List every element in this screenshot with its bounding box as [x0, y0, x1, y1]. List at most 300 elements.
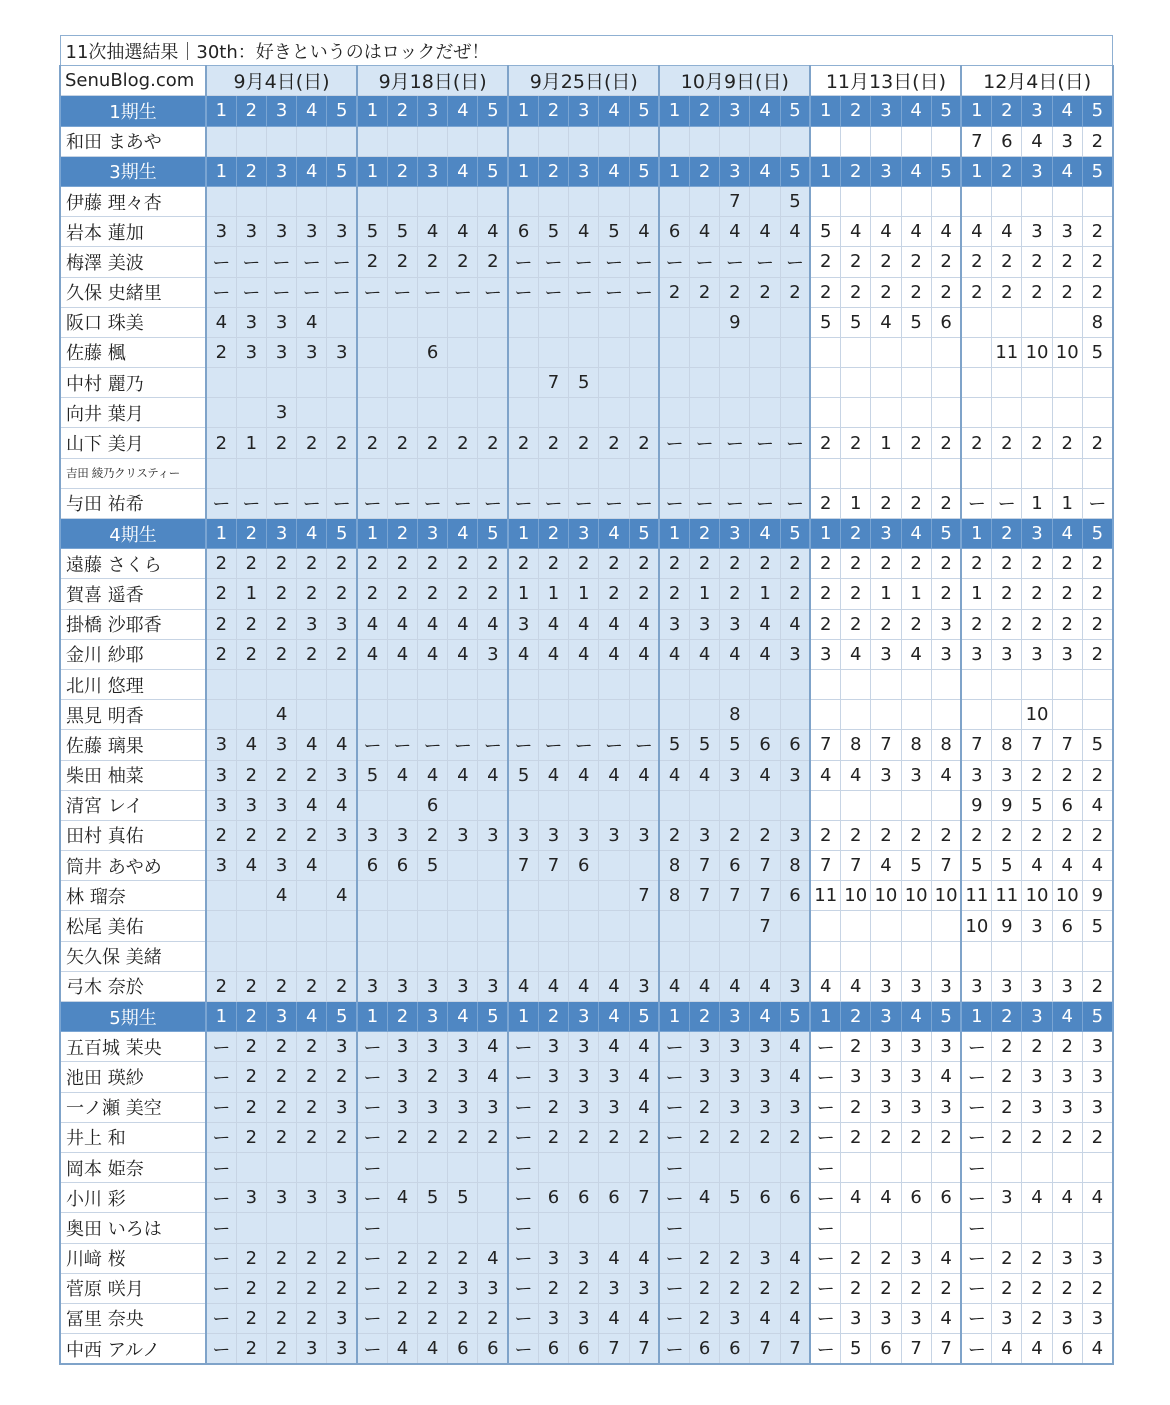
result-cell [690, 669, 720, 699]
member-row [60, 1213, 1113, 1243]
result-cell: 3 [236, 1183, 266, 1213]
result-cell: 3 [901, 1303, 931, 1333]
result-cell: 2 [629, 579, 659, 609]
member-name: 阪口 珠美 [60, 307, 206, 337]
result-cell: 6 [599, 1183, 629, 1213]
result-cell: 9 [720, 307, 750, 337]
slot-number: 3 [720, 519, 750, 549]
result-cell: 2 [266, 971, 296, 1001]
result-cell: 3 [1052, 1062, 1082, 1092]
slot-number: 4 [599, 156, 629, 186]
slot-number: 3 [266, 519, 296, 549]
result-cell: 2 [841, 247, 871, 277]
table-title: 11次抽選結果｜30th：好きというのはロックだぜ！ [60, 36, 1113, 66]
result-cell: 2 [1022, 1122, 1052, 1152]
result-cell: 2 [931, 820, 961, 850]
result-cell: 3 [629, 971, 659, 1001]
result-cell: 3 [780, 1092, 810, 1122]
slot-number: 2 [690, 1002, 720, 1032]
result-cell: 7 [871, 730, 901, 760]
result-cell: 4 [629, 760, 659, 790]
result-cell [418, 307, 448, 337]
result-cell [750, 126, 780, 156]
result-cell [599, 941, 629, 971]
result-cell: 2 [327, 971, 357, 1001]
slot-number: 1 [508, 519, 538, 549]
result-cell: 6 [659, 217, 689, 247]
result-cell: 3 [901, 1092, 931, 1122]
member-row [60, 368, 1113, 398]
result-cell: 2 [1052, 277, 1082, 307]
result-cell: ー [206, 1092, 236, 1122]
result-cell: 2 [992, 1092, 1022, 1122]
result-cell: 6 [720, 851, 750, 881]
result-cell: 3 [266, 217, 296, 247]
result-cell [841, 669, 871, 699]
result-cell: ー [478, 488, 508, 518]
result-cell: 4 [780, 217, 810, 247]
slot-number: 5 [327, 1002, 357, 1032]
slot-number: 5 [629, 156, 659, 186]
result-cell: 4 [871, 851, 901, 881]
result-cell: 2 [236, 549, 266, 579]
result-cell [841, 700, 871, 730]
result-cell: 4 [841, 760, 871, 790]
result-cell [357, 126, 387, 156]
slot-number: 4 [1052, 1002, 1082, 1032]
result-cell [206, 911, 236, 941]
result-cell [327, 186, 357, 216]
slot-number: 3 [871, 1002, 901, 1032]
result-cell [206, 941, 236, 971]
result-cell: 3 [266, 851, 296, 881]
result-cell: 2 [1022, 1243, 1052, 1273]
result-cell [1052, 1152, 1082, 1182]
result-cell [569, 669, 599, 699]
result-cell: 3 [569, 1303, 599, 1333]
member-row [60, 247, 1113, 277]
result-cell: ー [599, 277, 629, 307]
result-cell [780, 941, 810, 971]
result-cell [1082, 398, 1113, 428]
slot-number: 5 [931, 156, 961, 186]
result-cell [297, 398, 327, 428]
member-row [60, 669, 1113, 699]
result-cell [961, 368, 991, 398]
result-cell [236, 186, 266, 216]
result-cell [206, 186, 236, 216]
result-cell: 3 [720, 1092, 750, 1122]
slot-number: 1 [508, 156, 538, 186]
result-cell: 4 [992, 1334, 1022, 1365]
result-cell: ー [569, 730, 599, 760]
result-cell: 3 [538, 1032, 568, 1062]
result-cell: 6 [569, 851, 599, 881]
result-cell: 3 [387, 1032, 417, 1062]
result-cell [418, 186, 448, 216]
result-cell: 3 [569, 820, 599, 850]
result-cell: 5 [357, 760, 387, 790]
slot-number: 4 [448, 1002, 478, 1032]
result-cell [327, 851, 357, 881]
section-label: 4期生 [60, 519, 206, 549]
result-cell: 3 [448, 1273, 478, 1303]
result-cell: 4 [901, 217, 931, 247]
result-cell: ー [659, 1303, 689, 1333]
result-cell: 4 [478, 1062, 508, 1092]
slot-number: 4 [1052, 519, 1082, 549]
result-cell [901, 126, 931, 156]
result-cell: 2 [841, 549, 871, 579]
result-cell [750, 941, 780, 971]
result-cell: 3 [206, 730, 236, 760]
result-cell: 3 [1082, 1062, 1113, 1092]
result-cell [478, 307, 508, 337]
member-name: 中西 アルノ [60, 1334, 206, 1365]
slot-number: 1 [357, 96, 387, 126]
result-cell [690, 1213, 720, 1243]
result-cell: 2 [206, 579, 236, 609]
result-cell: 5 [841, 307, 871, 337]
result-cell [297, 186, 327, 216]
result-cell: 3 [901, 1062, 931, 1092]
result-cell [206, 368, 236, 398]
result-cell: ー [206, 1273, 236, 1303]
result-cell [599, 186, 629, 216]
result-cell [871, 1152, 901, 1182]
result-cell [387, 881, 417, 911]
slot-number: 4 [901, 1002, 931, 1032]
result-cell: ー [810, 1243, 840, 1273]
result-cell: ー [720, 488, 750, 518]
result-cell: 10 [1022, 337, 1052, 367]
result-cell [236, 126, 266, 156]
result-cell: 2 [871, 1243, 901, 1273]
result-cell: 6 [387, 851, 417, 881]
slot-number: 2 [236, 96, 266, 126]
result-cell: 3 [236, 337, 266, 367]
result-cell [508, 941, 538, 971]
result-cell [871, 186, 901, 216]
slot-number: 5 [1082, 156, 1113, 186]
result-cell [750, 1213, 780, 1243]
slot-number: 5 [629, 519, 659, 549]
result-cell [418, 669, 448, 699]
result-cell: 2 [961, 820, 991, 850]
result-cell: 2 [357, 247, 387, 277]
result-cell [448, 337, 478, 367]
result-cell: 10 [1022, 700, 1052, 730]
result-cell: 3 [569, 1092, 599, 1122]
result-cell: 2 [266, 1334, 296, 1365]
result-cell: 8 [780, 851, 810, 881]
member-name: 黒見 明香 [60, 700, 206, 730]
result-cell: 6 [780, 1183, 810, 1213]
result-cell [236, 398, 266, 428]
result-cell [478, 790, 508, 820]
result-cell: ー [508, 1032, 538, 1062]
result-cell [538, 186, 568, 216]
slot-number: 5 [931, 96, 961, 126]
slot-number: 2 [841, 96, 871, 126]
result-cell [266, 368, 296, 398]
result-cell [629, 458, 659, 488]
result-cell [720, 1213, 750, 1243]
result-cell [357, 700, 387, 730]
result-cell: 3 [931, 971, 961, 1001]
result-cell: 6 [1052, 1334, 1082, 1365]
result-cell: 2 [478, 1303, 508, 1333]
result-cell [659, 307, 689, 337]
slot-number: 3 [569, 519, 599, 549]
result-cell: ー [297, 277, 327, 307]
result-cell: 7 [1022, 730, 1052, 760]
slot-number: 2 [387, 1002, 417, 1032]
result-cell [1082, 458, 1113, 488]
result-cell: 3 [1022, 1062, 1052, 1092]
result-cell: ー [780, 428, 810, 458]
slot-number: 5 [327, 156, 357, 186]
result-cell: 4 [538, 971, 568, 1001]
result-cell: 4 [1022, 1334, 1052, 1365]
result-cell [1082, 700, 1113, 730]
result-cell: ー [236, 488, 266, 518]
result-cell: 2 [1052, 609, 1082, 639]
result-cell: 2 [478, 247, 508, 277]
result-cell: 7 [508, 851, 538, 881]
result-cell [508, 700, 538, 730]
result-cell: 4 [327, 881, 357, 911]
result-cell: 2 [931, 579, 961, 609]
result-cell: 4 [599, 971, 629, 1001]
result-cell: 7 [931, 851, 961, 881]
result-cell: 4 [387, 639, 417, 669]
member-row [60, 941, 1113, 971]
result-cell: 6 [901, 1183, 931, 1213]
result-cell: 2 [236, 760, 266, 790]
result-cell [418, 700, 448, 730]
result-cell [931, 911, 961, 941]
result-cell: 4 [508, 971, 538, 1001]
result-cell: 2 [418, 579, 448, 609]
result-cell: 2 [1052, 579, 1082, 609]
result-cell: 4 [387, 1334, 417, 1365]
result-cell [931, 941, 961, 971]
result-cell: 11 [992, 881, 1022, 911]
result-cell: 6 [690, 1334, 720, 1365]
slot-number: 2 [538, 519, 568, 549]
result-cell [206, 126, 236, 156]
result-cell: 4 [327, 730, 357, 760]
member-name: 井上 和 [60, 1122, 206, 1152]
result-cell [538, 790, 568, 820]
result-cell: 4 [357, 609, 387, 639]
result-cell: 3 [418, 1092, 448, 1122]
result-cell [387, 790, 417, 820]
result-cell [1082, 1152, 1113, 1182]
result-cell: ー [206, 247, 236, 277]
result-cell: ー [508, 247, 538, 277]
result-cell: 4 [629, 639, 659, 669]
result-cell [659, 186, 689, 216]
result-cell: 3 [387, 1092, 417, 1122]
result-cell: 2 [810, 247, 840, 277]
result-cell: ー [810, 1213, 840, 1243]
result-cell [931, 669, 961, 699]
result-cell [327, 398, 357, 428]
result-cell: 3 [871, 760, 901, 790]
result-cell: 2 [810, 549, 840, 579]
result-cell: 4 [418, 639, 448, 669]
result-cell: ー [206, 1122, 236, 1152]
result-cell: ー [357, 277, 387, 307]
result-cell: ー [599, 488, 629, 518]
slot-number: 3 [871, 519, 901, 549]
result-cell: 2 [841, 579, 871, 609]
result-cell: 10 [841, 881, 871, 911]
result-cell: 2 [810, 488, 840, 518]
result-cell: 4 [720, 639, 750, 669]
member-row [60, 217, 1113, 247]
result-cell [992, 458, 1022, 488]
member-name: 筒井 あやめ [60, 851, 206, 881]
result-cell: 4 [1082, 1183, 1113, 1213]
result-cell: 3 [659, 609, 689, 639]
result-cell [810, 941, 840, 971]
result-cell: 9 [1082, 881, 1113, 911]
result-cell [992, 669, 1022, 699]
result-cell: 2 [236, 1092, 266, 1122]
member-name: 田村 真佑 [60, 820, 206, 850]
result-cell: 2 [1082, 277, 1113, 307]
result-cell [599, 700, 629, 730]
result-cell: 2 [1052, 760, 1082, 790]
result-cell: 6 [992, 126, 1022, 156]
result-cell: 2 [1082, 428, 1113, 458]
result-cell [357, 186, 387, 216]
result-cell [871, 941, 901, 971]
result-cell: ー [448, 730, 478, 760]
slot-number: 5 [629, 96, 659, 126]
result-cell [901, 1152, 931, 1182]
result-cell: 2 [1022, 820, 1052, 850]
result-cell: 3 [780, 820, 810, 850]
result-cell [810, 126, 840, 156]
result-cell: ー [327, 488, 357, 518]
result-cell [690, 941, 720, 971]
result-cell: 2 [961, 549, 991, 579]
result-cell: 2 [690, 277, 720, 307]
result-cell: 3 [750, 1243, 780, 1273]
result-cell [871, 1213, 901, 1243]
result-cell: 6 [780, 730, 810, 760]
result-cell: 6 [508, 217, 538, 247]
date-header: 12月4日(日) [961, 66, 1112, 96]
result-cell: 3 [1082, 1303, 1113, 1333]
result-cell: ー [448, 277, 478, 307]
result-cell: 3 [448, 1062, 478, 1092]
member-name: 小川 彩 [60, 1183, 206, 1213]
result-cell [448, 790, 478, 820]
result-cell: 2 [236, 1122, 266, 1152]
result-cell: 3 [599, 1273, 629, 1303]
member-name: 久保 史緒里 [60, 277, 206, 307]
result-cell [992, 941, 1022, 971]
result-cell: ー [659, 1334, 689, 1365]
result-cell [720, 337, 750, 367]
member-row [60, 186, 1113, 216]
result-cell [780, 700, 810, 730]
result-cell [266, 669, 296, 699]
result-cell: 2 [387, 1303, 417, 1333]
result-cell: 2 [327, 549, 357, 579]
result-cell: 3 [266, 337, 296, 367]
member-name: 賀喜 遥香 [60, 579, 206, 609]
result-cell: 3 [992, 1303, 1022, 1333]
result-cell [478, 851, 508, 881]
member-row [60, 1334, 1113, 1365]
result-cell: 3 [871, 1032, 901, 1062]
date-header: 9月4日(日) [206, 66, 357, 96]
result-cell [599, 368, 629, 398]
result-cell: 2 [478, 579, 508, 609]
member-row [60, 428, 1113, 458]
result-cell: 4 [841, 639, 871, 669]
result-cell: ー [961, 1183, 991, 1213]
result-cell [750, 307, 780, 337]
result-cell: 3 [327, 1303, 357, 1333]
result-cell: 3 [327, 760, 357, 790]
result-cell: 4 [780, 1062, 810, 1092]
result-cell [750, 186, 780, 216]
result-cell: 2 [1052, 247, 1082, 277]
result-cell [871, 398, 901, 428]
result-cell: 2 [841, 277, 871, 307]
result-cell [720, 790, 750, 820]
result-cell: 3 [690, 609, 720, 639]
member-row [60, 549, 1113, 579]
slot-number: 1 [508, 96, 538, 126]
member-name: 奥田 いろは [60, 1213, 206, 1243]
result-cell [659, 941, 689, 971]
result-cell: 2 [1022, 1273, 1052, 1303]
result-cell: 3 [478, 639, 508, 669]
result-cell: 10 [961, 911, 991, 941]
result-cell [931, 700, 961, 730]
result-cell: ー [357, 1213, 387, 1243]
result-cell [538, 337, 568, 367]
result-cell: 8 [931, 730, 961, 760]
result-cell [780, 398, 810, 428]
result-cell: ー [992, 488, 1022, 518]
slot-number: 4 [297, 156, 327, 186]
result-cell [599, 1213, 629, 1243]
result-cell: 3 [992, 639, 1022, 669]
result-cell: 2 [387, 579, 417, 609]
result-cell: 3 [750, 1062, 780, 1092]
result-cell [357, 458, 387, 488]
result-cell [418, 398, 448, 428]
result-cell: 2 [931, 488, 961, 518]
result-cell [810, 368, 840, 398]
result-cell [629, 790, 659, 820]
result-cell [871, 368, 901, 398]
result-cell [569, 307, 599, 337]
result-cell: 1 [871, 428, 901, 458]
result-cell: 2 [478, 549, 508, 579]
result-cell: 3 [478, 1092, 508, 1122]
result-cell: 6 [478, 1334, 508, 1365]
